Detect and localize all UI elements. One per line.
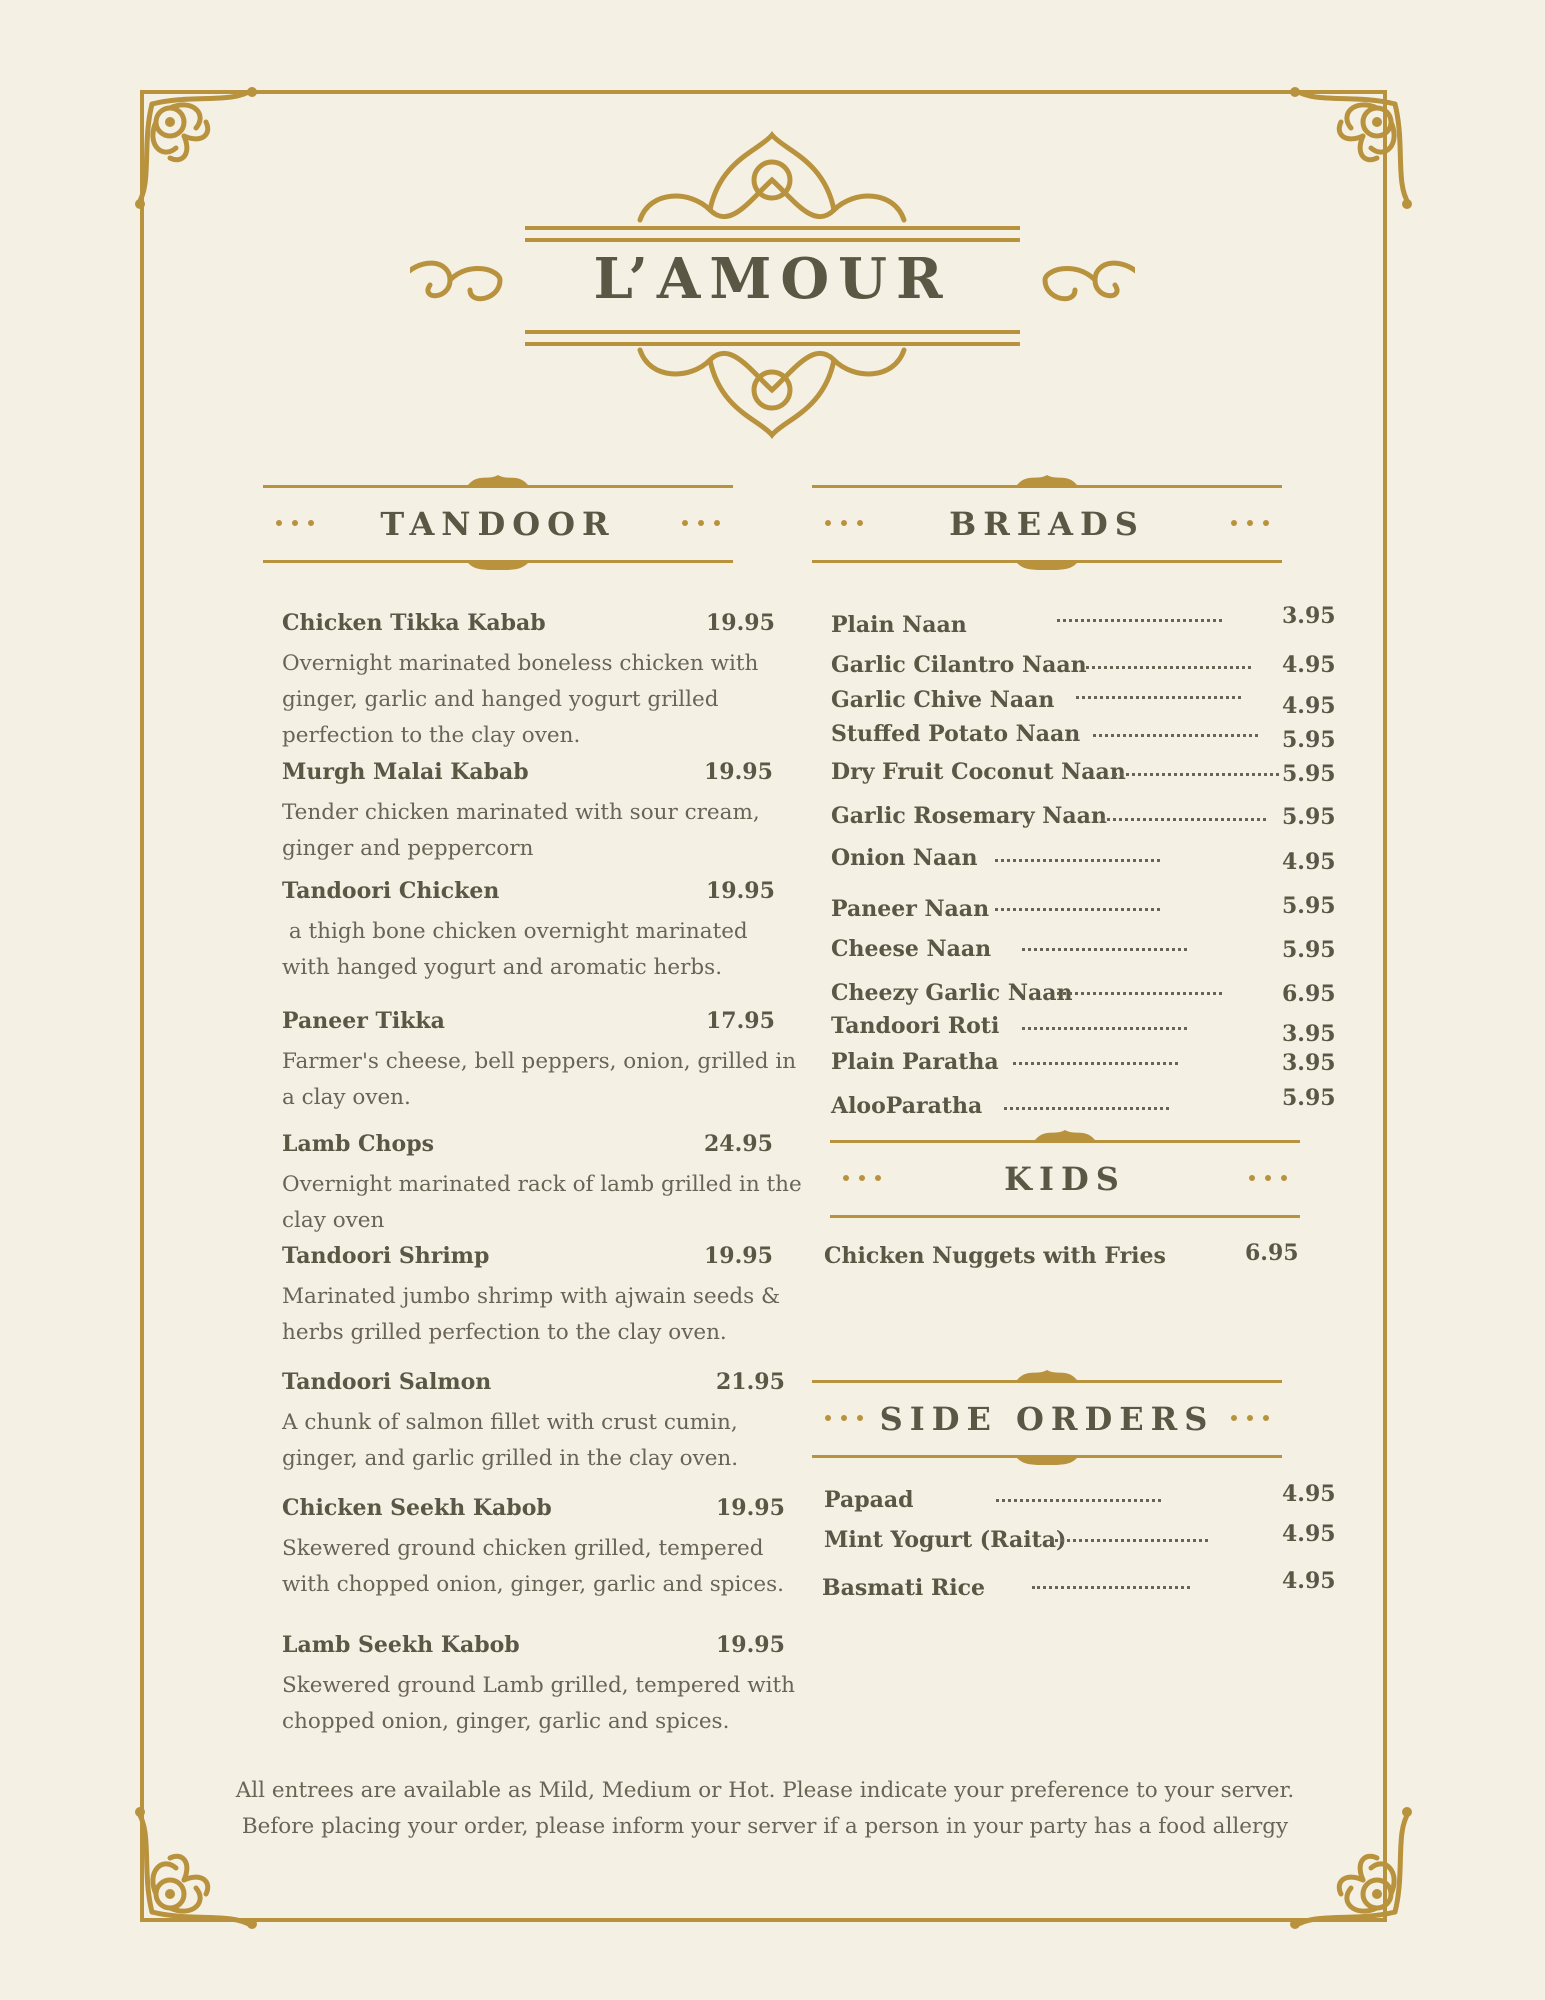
item-price: 19.95 (716, 1495, 785, 1521)
item-price: 24.95 (704, 1131, 773, 1157)
leader-dots (995, 855, 1160, 862)
bread-name: Paneer Naan (831, 896, 990, 922)
item-name: Tandoori Chicken (282, 878, 500, 904)
item-description: Overnight marinated rack of lamb grilled in the clay oven (282, 1172, 802, 1233)
side-item-name: Mint Yogurt (Raita) (824, 1527, 1067, 1553)
item-name: Lamb Seekh Kabob (282, 1632, 520, 1658)
bread-name: Dry Fruit Coconut Naan (831, 759, 1126, 785)
item-name: Murgh Malai Kabab (282, 759, 529, 785)
side-item-name: Papaad (824, 1487, 914, 1513)
item-description: Overnight marinated boneless chicken with ginger, garlic and hanged yogurt grilled perfection to the clay oven. (282, 651, 759, 748)
bread-name: Garlic Chive Naan (831, 687, 1055, 713)
item-name: Tandoori Salmon (282, 1369, 492, 1395)
leader-dots (1050, 1535, 1208, 1542)
item-price: 19.95 (706, 610, 775, 636)
item-name: Chicken Tikka Kabab (282, 610, 546, 636)
item-name: Chicken Seekh Kabob (282, 1495, 552, 1521)
item-description: Farmer's cheese, bell peppers, onion, grilled in a clay oven. (282, 1049, 797, 1110)
leader-dots (1086, 662, 1251, 669)
item-price: 19.95 (704, 759, 773, 785)
bread-price: 6.95 (1282, 981, 1336, 1007)
item-description: Skewered ground Lamb grilled, tempered with chopped onion, ginger, garlic and spices. (282, 1673, 795, 1734)
bread-price: 5.95 (1282, 761, 1336, 787)
leader-dots (1057, 615, 1222, 622)
leader-dots (1057, 988, 1222, 995)
leader-dots (1093, 730, 1258, 737)
side-item-price: 4.95 (1282, 1521, 1336, 1547)
item-description: A chunk of salmon fillet with crust cumin, ginger, and garlic grilled in the clay oven. (282, 1410, 739, 1471)
item-description: Marinated jumbo shrimp with ajwain seeds & herbs grilled perfection to the clay oven. (282, 1284, 781, 1345)
footer-note-spice: All entrees are available as Mild, Medium or Hot. Please indicate your preference to your server. (235, 1778, 1295, 1803)
item-name: Lamb Chops (282, 1131, 434, 1157)
restaurant-name: L’AMOUR (593, 246, 952, 312)
leader-dots (1022, 1023, 1187, 1030)
bread-price: 3.95 (1282, 1021, 1336, 1047)
kids-item-name: Chicken Nuggets with Fries (824, 1243, 1166, 1269)
bread-name: Tandoori Roti (831, 1013, 1000, 1039)
bread-price: 5.95 (1282, 893, 1336, 919)
item-price: 19.95 (716, 1632, 785, 1658)
bread-price: 3.95 (1282, 1050, 1336, 1076)
item-name: Tandoori Shrimp (282, 1243, 490, 1269)
kids-item-price: 6.95 (1245, 1240, 1299, 1266)
bread-price: 5.95 (1282, 937, 1336, 963)
leader-dots (1022, 944, 1187, 951)
item-price: 21.95 (716, 1369, 785, 1395)
leader-dots (1101, 814, 1266, 821)
leader-dots (995, 904, 1160, 911)
bread-price: 5.95 (1282, 804, 1336, 830)
bread-price: 4.95 (1282, 693, 1336, 719)
title-ornament (410, 120, 1135, 450)
leader-dots (1076, 692, 1241, 699)
item-name: Paneer Tikka (282, 1008, 445, 1034)
item-description: Skewered ground chicken grilled, tempered with chopped onion, ginger, garlic and spices. (282, 1536, 785, 1597)
section-header-side-orders (812, 1370, 1282, 1465)
item-description: Tender chicken marinated with sour cream, ginger and peppercorn (282, 800, 760, 861)
bread-name: Cheese Naan (831, 936, 992, 962)
bread-name: Garlic Cilantro Naan (831, 652, 1087, 678)
footer-note-allergy: Before placing your order, please inform your server if a person in your party has a food allergy (241, 1814, 1289, 1839)
bread-name: Onion Naan (831, 845, 978, 871)
corner-flourish-top-left (132, 84, 272, 224)
section-header-breads (812, 475, 1282, 570)
section-title-tandoor: TANDOOR (380, 505, 616, 543)
leader-dots (996, 1495, 1161, 1502)
leader-dots (1013, 1058, 1178, 1065)
bread-name: Plain Paratha (831, 1049, 999, 1075)
side-item-price: 4.95 (1282, 1481, 1336, 1507)
section-header-kids (830, 1130, 1300, 1225)
leader-dots (1004, 1103, 1169, 1110)
bread-price: 4.95 (1282, 652, 1336, 678)
section-title-kids: KIDS (1004, 1160, 1126, 1198)
bread-price: 5.95 (1282, 1085, 1336, 1111)
item-description: a thigh bone chicken overnight marinated with hanged yogurt and aromatic herbs. (282, 919, 748, 980)
bread-name: AlooParatha (831, 1093, 983, 1119)
item-price: 17.95 (706, 1008, 775, 1034)
bread-name: Cheezy Garlic Naan (831, 980, 1073, 1006)
item-price: 19.95 (704, 1243, 773, 1269)
leader-dots (1032, 1582, 1190, 1589)
bread-price: 3.95 (1282, 603, 1336, 629)
section-title-breads: BREADS (949, 505, 1145, 543)
bread-name: Stuffed Potato Naan (831, 721, 1081, 747)
leader-dots (1114, 769, 1279, 776)
section-title-side-orders: SIDE ORDERS (879, 1400, 1215, 1438)
side-item-price: 4.95 (1282, 1568, 1336, 1594)
section-header-tandoor (263, 475, 733, 570)
bread-name: Plain Naan (831, 612, 967, 638)
bread-price: 4.95 (1282, 849, 1336, 875)
bread-price: 5.95 (1282, 727, 1336, 753)
bread-name: Garlic Rosemary Naan (831, 803, 1107, 829)
item-price: 19.95 (706, 878, 775, 904)
side-item-name: Basmati Rice (822, 1575, 985, 1601)
corner-flourish-top-right (1275, 84, 1415, 224)
